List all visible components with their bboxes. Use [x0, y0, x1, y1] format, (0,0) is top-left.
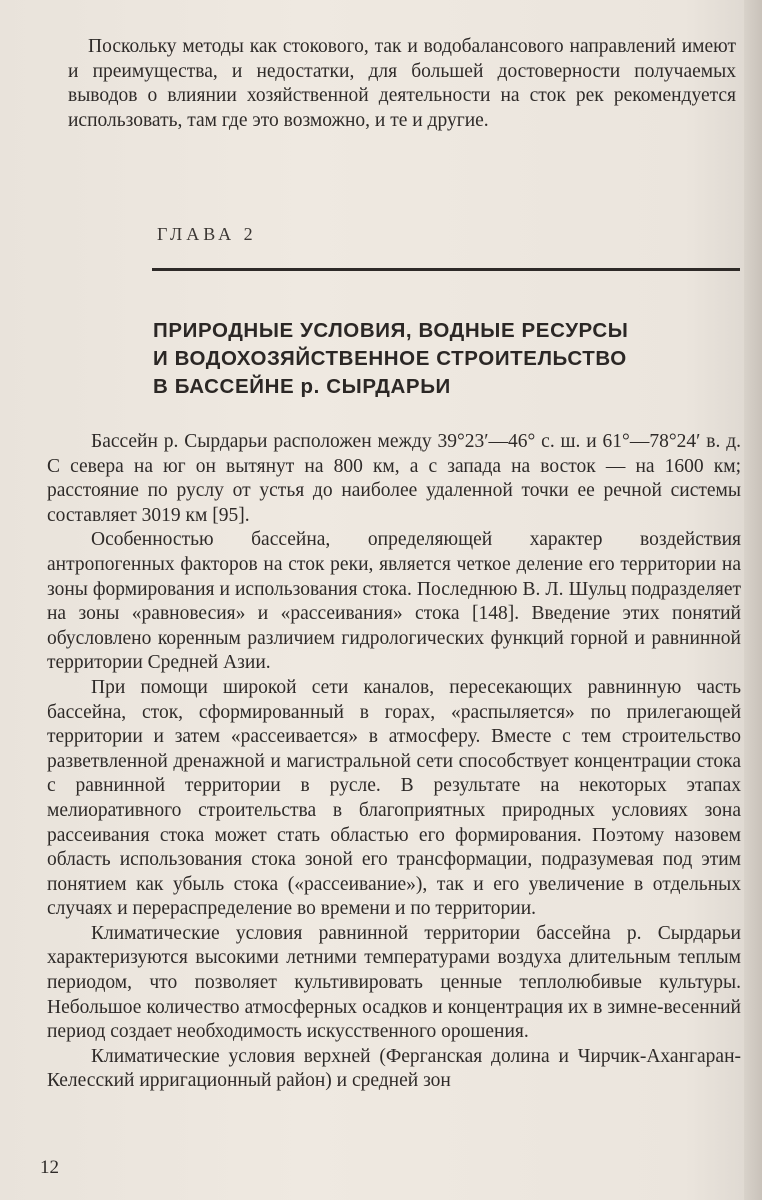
next-page-edge: [744, 0, 762, 1200]
body-paragraph: Бассейн р. Сырдарьи расположен между 39°23′—46° с. ш. и 61°—78°24′ в. д. С севера на юг он вытянут на 800 км, а с запада на восток — на 1600 км; расстояние по руслу от устья до наиболее удаленной точки ее речной системы составляет 3019 км [95].: [47, 431, 741, 526]
chapter-body: [47, 430, 741, 1094]
chapter-title-line: В БАССЕЙНЕ р. СЫРДАРЬИ: [153, 375, 451, 398]
body-paragraph: Климатические условия равнинной территории бассейна р. Сырдарьи характеризуются высокими летними температурами воздуха длительным теплым периодом, что позволяет культивировать ценные теплолюбивые культуры. Небольшое количество атмосферных осадков и концентрация их в зимне-весенний период создает необходимость искусственного орошения.: [47, 922, 741, 1043]
chapter-title-line: И ВОДОХОЗЯЙСТВЕННОЕ СТРОИТЕЛЬСТВО: [153, 347, 627, 370]
chapter-title: [153, 317, 713, 401]
body-paragraph: При помощи широкой сети каналов, пересекающих равнинную часть бассейна, сток, сформированный в горах, «распыляется» по прилегающей территории и затем «рассеивается» в атмосферу. Вместе с тем строительство разветвленной дренажной и магистральной сети способствует концентрации стока с равнинной территории в русле. В результате на некоторых этапах мелиоративного строительства в благоприятных природных условиях зона рассеивания стока может стать областью его формирования. Поэтому назовем область использования стока зоной его трансформации, подразумевая под этим понятием как убыль стока («рассеивание»), так и его увеличение в отдельных случаях и перераспределение во времени и по территории.: [47, 676, 741, 920]
chapter-title-line: ПРИРОДНЫЕ УСЛОВИЯ, ВОДНЫЕ РЕСУРСЫ: [153, 319, 629, 342]
chapter-rule: [152, 268, 740, 271]
body-paragraph: Особенностью бассейна, определяющей характер воздействия антропогенных факторов на сток реки, является четкое деление его территории на зоны формирования и использования стока. Последнюю В. Л. Шульц подразделяет на зоны «равновесия» и «рассеивания» стока [148]. Введение этих понятий обусловлено коренным различием гидрологических функций горной и равнинной территории Средней Азии.: [47, 529, 741, 674]
body-paragraph: Климатические условия верхней (Ферганская долина и Чирчик-Ахангаран-Келесский ирригационный район) и средней зон: [47, 1045, 741, 1092]
intro-paragraph: Поскольку методы как стокового, так и водобалансового направлений имеют и преимущества, и недостатки, для большей достоверности получаемых выводов о влиянии хозяйственной деятельности на сток рек рекомендуется использовать, там где это возможно, и те и другие.: [68, 36, 736, 131]
page-number: 12: [40, 1157, 59, 1178]
chapter-label: ГЛАВА 2: [157, 224, 257, 244]
